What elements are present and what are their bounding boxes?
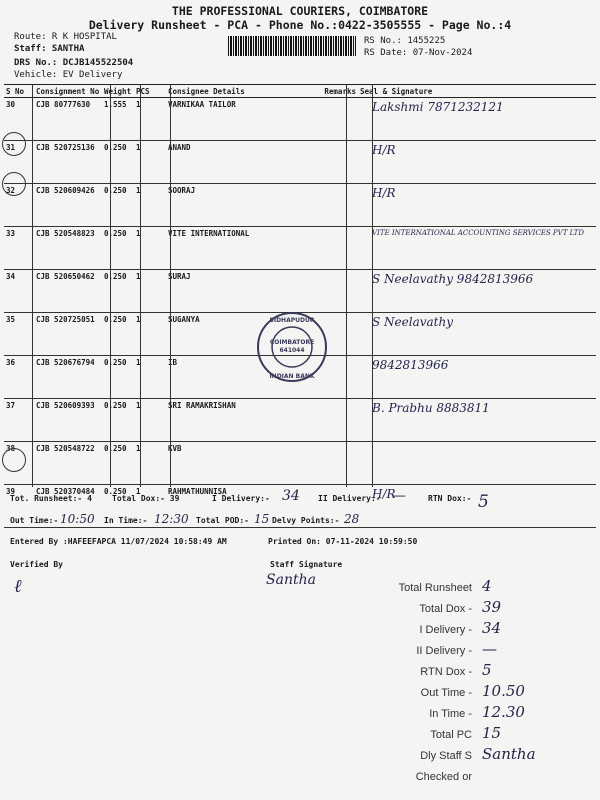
rtn-dox-label: RTN Dox:- bbox=[428, 494, 472, 503]
row-signature: B. Prabhu 8883811 bbox=[358, 399, 596, 442]
row-remarks bbox=[300, 399, 358, 442]
row-remarks bbox=[300, 442, 358, 485]
circle-mark-icon bbox=[2, 448, 26, 472]
barcode-icon bbox=[228, 36, 356, 56]
row-signature: H/R bbox=[358, 141, 596, 184]
col-weight: Weight bbox=[102, 85, 134, 98]
summary-label: Total PC bbox=[430, 729, 472, 741]
summary-label: Checked or bbox=[415, 771, 472, 783]
col-signature: Seal & Signature bbox=[358, 85, 596, 98]
total-pod-label: Total POD:- bbox=[196, 516, 249, 525]
row-consignment: CJB 520725051 bbox=[34, 313, 102, 356]
summary-label: I Delivery - bbox=[419, 624, 472, 636]
ii-delivery-label: II Delivery:- bbox=[318, 494, 381, 503]
row-signature: S Neelavathy 9842813966 bbox=[358, 270, 596, 313]
summary-value: 39 bbox=[482, 598, 502, 616]
row-pcs: 1 bbox=[134, 442, 166, 485]
summary-value: 15 bbox=[482, 724, 502, 742]
row-pcs: 1 bbox=[134, 227, 166, 270]
table-row bbox=[4, 141, 596, 184]
total-dox: Total Dox:- 39 bbox=[112, 494, 180, 503]
route-label: Route: R K HOSPITAL bbox=[14, 32, 117, 42]
summary-value: 10.50 bbox=[482, 682, 525, 700]
circle-mark-icon bbox=[2, 132, 26, 156]
summary-label: RTN Dox - bbox=[420, 666, 472, 678]
row-signature: H/R bbox=[358, 485, 596, 528]
svg-text:641044: 641044 bbox=[279, 347, 305, 354]
row-consignment: CJB 520676794 bbox=[34, 356, 102, 399]
out-time-value: 10:50 bbox=[60, 512, 95, 526]
row-pcs: 1 bbox=[134, 356, 166, 399]
staff-signature-value: Santha bbox=[266, 572, 316, 588]
row-sno: 37 bbox=[4, 399, 34, 442]
row-signature: VITE INTERNATIONAL ACCOUNTING SERVICES PVT LTD bbox=[358, 227, 596, 270]
row-details: SOORAJ bbox=[166, 184, 300, 227]
row-remarks bbox=[300, 98, 358, 141]
row-consignment: CJB 520725136 bbox=[34, 141, 102, 184]
out-time-label: Out Time:- bbox=[10, 516, 59, 525]
row-remarks bbox=[300, 270, 358, 313]
row-signature bbox=[358, 442, 596, 485]
row-pcs: 1 bbox=[134, 98, 166, 141]
row-details: SRI RAMAKRISHAN bbox=[166, 399, 300, 442]
rtn-dox-value: 5 bbox=[478, 492, 489, 512]
row-signature: H/R bbox=[358, 184, 596, 227]
row-sno: 36 bbox=[4, 356, 34, 399]
i-delivery-label: I Delivery:- bbox=[212, 494, 270, 503]
row-details: VITE INTERNATIONAL bbox=[166, 227, 300, 270]
entered-by: Entered By :HAFEEFAPCA 11/07/2024 10:58:49 AM bbox=[10, 537, 227, 546]
summary-value: 5 bbox=[482, 661, 492, 679]
table-row bbox=[4, 184, 596, 227]
summary-label: Total Runsheet bbox=[398, 582, 472, 594]
in-time-value: 12:30 bbox=[154, 512, 189, 526]
doc-title: THE PROFESSIONAL COURIERS, COIMBATORE bbox=[171, 4, 429, 18]
table-header-row bbox=[4, 85, 596, 98]
grid-line bbox=[32, 84, 33, 487]
staff-signature-label: Staff Signature bbox=[270, 560, 343, 569]
delivery-points-value: 28 bbox=[344, 512, 360, 526]
row-weight: 0.250 bbox=[102, 141, 134, 184]
row-signature: Lakshmi 7871232121 bbox=[358, 98, 596, 141]
row-weight: 0.250 bbox=[102, 270, 134, 313]
bank-stamp-icon bbox=[255, 310, 330, 385]
row-sno: 32 bbox=[4, 184, 34, 227]
row-details: SURAJ bbox=[166, 270, 300, 313]
svg-text:SIDHAPUDUR: SIDHAPUDUR bbox=[269, 317, 315, 324]
vehicle-label: Vehicle: EV Delivery bbox=[14, 70, 123, 80]
rs-number: RS No.: 1455225 bbox=[364, 36, 446, 46]
row-sno: 34 bbox=[4, 270, 34, 313]
row-consignment: CJB 520650462 bbox=[34, 270, 102, 313]
row-consignment: CJB 520370484 bbox=[34, 485, 102, 528]
printed-on: Printed On: 07-11-2024 10:59:50 bbox=[268, 537, 418, 546]
row-details: RAHMATHUNNISA bbox=[166, 485, 300, 528]
row-weight: 0.250 bbox=[102, 184, 134, 227]
row-weight: 0.250 bbox=[102, 485, 134, 528]
grid-line bbox=[170, 84, 171, 487]
row-pcs: 1 bbox=[134, 141, 166, 184]
table-row bbox=[4, 399, 596, 442]
total-runsheet: Tot. Runsheet:- 4 bbox=[10, 494, 92, 503]
summary-value: Santha bbox=[482, 745, 536, 763]
table-row bbox=[4, 442, 596, 485]
row-sno: 35 bbox=[4, 313, 34, 356]
row-details: SUGANYA bbox=[166, 313, 300, 356]
row-consignment: CJB 520609393 bbox=[34, 399, 102, 442]
row-sno: 31 bbox=[4, 141, 34, 184]
doc-subtitle: Delivery Runsheet - PCA - Phone No.:0422-3505555 - Page No.:4 bbox=[88, 18, 512, 32]
row-remarks bbox=[300, 141, 358, 184]
summary-value: 4 bbox=[482, 577, 492, 595]
verified-signature-icon: ℓ bbox=[14, 576, 22, 597]
row-signature: S Neelavathy bbox=[358, 313, 596, 356]
row-remarks bbox=[300, 184, 358, 227]
row-pcs: 1 bbox=[134, 399, 166, 442]
row-weight: 0.250 bbox=[102, 442, 134, 485]
col-sno: S No bbox=[4, 85, 34, 98]
svg-text:INDIAN BANK: INDIAN BANK bbox=[269, 373, 315, 380]
row-details: ANAND bbox=[166, 141, 300, 184]
rs-date: RS Date: 07-Nov-2024 bbox=[364, 48, 473, 58]
summary-label: II Delivery - bbox=[416, 645, 472, 657]
summary-label: Total Dox - bbox=[419, 603, 472, 615]
grid-line bbox=[110, 84, 111, 487]
row-consignment: CJB 520609426 bbox=[34, 184, 102, 227]
col-details: Consignee Details bbox=[166, 85, 300, 98]
row-consignment: CJB 80777630 bbox=[34, 98, 102, 141]
runsheet-table bbox=[4, 84, 596, 528]
i-delivery-value: 34 bbox=[282, 488, 300, 504]
col-consignment: Consignment No bbox=[34, 85, 102, 98]
row-details: VARNIKAA TAILOR bbox=[166, 98, 300, 141]
row-pcs: 1 bbox=[134, 184, 166, 227]
row-weight: 0.250 bbox=[102, 227, 134, 270]
summary-value: 12.30 bbox=[482, 703, 525, 721]
row-details: IB bbox=[166, 356, 300, 399]
row-pcs: 1 bbox=[134, 313, 166, 356]
in-time-label: In Time:- bbox=[104, 516, 148, 525]
ii-delivery-value: — bbox=[392, 488, 406, 504]
row-weight: 1.555 bbox=[102, 98, 134, 141]
row-weight: 0.250 bbox=[102, 399, 134, 442]
staff-label: Staff: SANTHA bbox=[14, 44, 85, 54]
row-sno: 33 bbox=[4, 227, 34, 270]
row-remarks bbox=[300, 227, 358, 270]
summary-value: 34 bbox=[482, 619, 502, 637]
row-pcs: 1 bbox=[134, 485, 166, 528]
row-consignment: CJB 520548823 bbox=[34, 227, 102, 270]
summary-label: Dly Staff S bbox=[420, 750, 472, 762]
row-sno: 39 bbox=[4, 485, 34, 528]
summary-label: In Time - bbox=[429, 708, 472, 720]
col-remarks: Remarks bbox=[300, 85, 358, 98]
table-row bbox=[4, 227, 596, 270]
summary-label: Out Time - bbox=[420, 687, 472, 699]
delivery-points-label: Delvy Points:- bbox=[272, 516, 340, 525]
col-pcs: PCS bbox=[134, 85, 166, 98]
row-pcs: 1 bbox=[134, 270, 166, 313]
row-weight: 0.250 bbox=[102, 356, 134, 399]
drs-number: DRS No.: DCJB145522504 bbox=[14, 58, 134, 68]
verified-by-label: Verified By bbox=[10, 560, 63, 569]
grid-line bbox=[140, 84, 141, 487]
summary-value: — bbox=[482, 640, 497, 658]
row-signature: 9842813966 bbox=[358, 356, 596, 399]
row-sno: 38 bbox=[4, 442, 34, 485]
table-row bbox=[4, 270, 596, 313]
grid-line bbox=[346, 84, 347, 487]
row-sno: 30 bbox=[4, 98, 34, 141]
table-row bbox=[4, 98, 596, 141]
circle-mark-icon bbox=[2, 172, 26, 196]
grid-line bbox=[372, 84, 373, 487]
svg-text:COIMBATORE: COIMBATORE bbox=[269, 339, 315, 346]
row-consignment: CJB 520548722 bbox=[34, 442, 102, 485]
row-weight: 0.250 bbox=[102, 313, 134, 356]
row-details: KVB bbox=[166, 442, 300, 485]
total-pod-value: 15 bbox=[254, 512, 270, 526]
